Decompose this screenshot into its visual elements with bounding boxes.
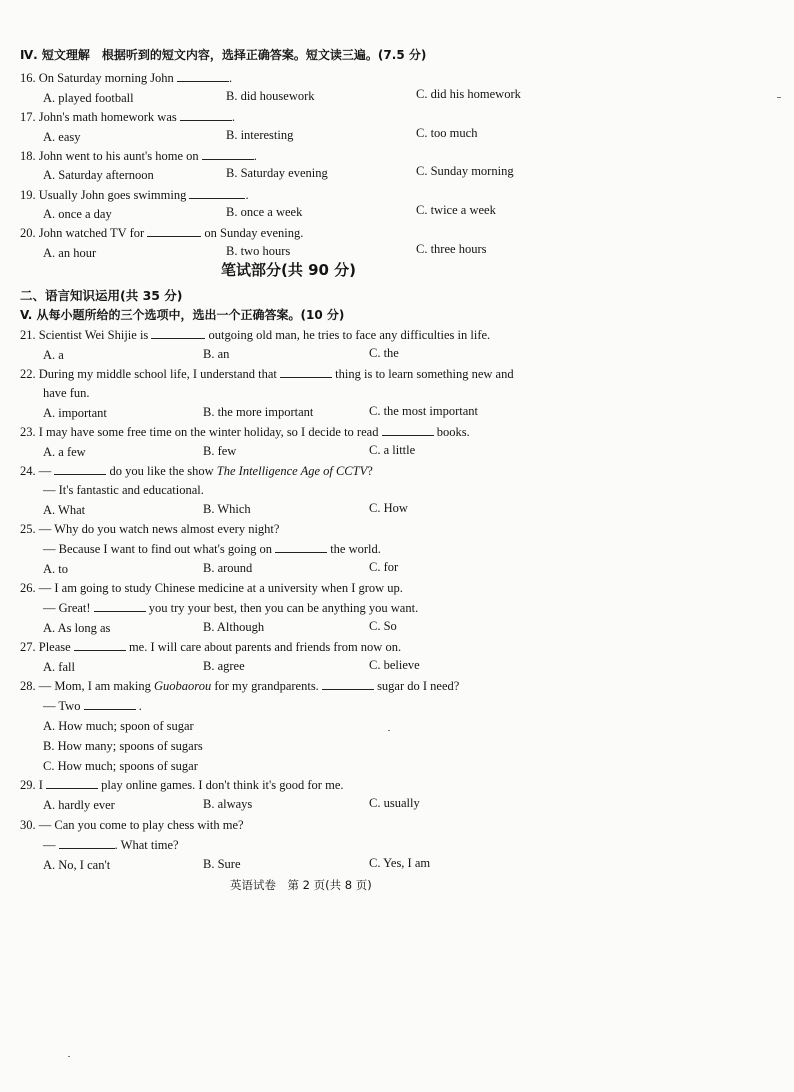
q17-option-a[interactable]: A. easy [43,130,81,144]
q28-option-b[interactable]: B. How many; spoons of sugars [43,739,203,753]
q19-option-a[interactable]: A. once a day [43,207,112,221]
q17-option-c[interactable]: C. too much [416,126,478,140]
question-28: 28. — Mom, I am making Guobaorou for my grandparents. sugar do I need? [20,679,460,693]
section-4-title: Ⅳ. 短文理解 根据听到的短文内容，选择正确答案。短文读三遍。(7.5 分) [20,48,427,62]
q26-option-a[interactable]: A. As long as [43,621,111,635]
q21-option-a[interactable]: A. a [43,348,64,362]
q20-option-a[interactable]: A. an hour [43,246,97,260]
question-23: 23. I may have some free time on the winter holiday, so I decide to read books. [20,425,470,439]
q23-option-c[interactable]: C. a little [369,443,416,457]
question-26-reply: — Great! you try your best, then you can be anything you want. [43,601,419,615]
part-2-title: 二、语言知识运用(共 35 分) [20,288,183,303]
q29-option-a[interactable]: A. hardly ever [43,798,115,812]
q28-option-c[interactable]: C. How much; spoons of sugar [43,759,198,773]
q26-option-c[interactable]: C. So [369,619,397,633]
question-21: 21. Scientist Wei Shijie is outgoing old man, he tries to face any difficulties in life. [20,328,491,342]
question-24: 24. — do you like the show The Intelligence Age of CCTV? [20,464,373,478]
q16-option-c[interactable]: C. did his homework [416,87,521,101]
q23-option-a[interactable]: A. a few [43,445,86,459]
question-27: 27. Please me. I will care about parents and friends from now on. [20,640,402,654]
q21-option-b[interactable]: B. an [203,347,230,361]
question-28-reply: — Two . [43,699,142,713]
q28-option-a[interactable]: A. How much; spoon of sugar [43,719,194,733]
question-22-continued: have fun. [43,386,90,400]
section-5-title: V. 从每小题所给的三个选项中，选出一个正确答案。(10 分) [20,308,345,322]
question-29: 29. I play online games. I don't think it's good for me. [20,778,344,792]
q22-option-c[interactable]: C. the most important [369,404,479,418]
q29-option-c[interactable]: C. usually [369,796,420,810]
question-25: 25. — Why do you watch news almost every night? [20,522,280,536]
q23-option-b[interactable]: B. few [203,444,237,458]
q25-option-b[interactable]: B. around [203,561,253,575]
scan-speck [777,97,781,98]
question-17: 17. John's math homework was . [20,110,236,124]
q16-option-a[interactable]: A. played football [43,91,134,105]
q24-option-a[interactable]: A. What [43,503,86,517]
q17-option-b[interactable]: B. interesting [226,128,294,142]
q19-option-b[interactable]: B. once a week [226,205,303,219]
q25-option-a[interactable]: A. to [43,562,68,576]
scan-speck [388,730,390,731]
q26-option-b[interactable]: B. Although [203,620,265,634]
q25-option-c[interactable]: C. for [369,560,399,574]
question-22: 22. During my middle school life, I understand that thing is to learn something new and [20,367,514,381]
q29-option-b[interactable]: B. always [203,797,253,811]
question-24-answer: — It's fantastic and educational. [43,483,204,497]
q27-option-b[interactable]: B. agree [203,659,245,673]
q30-option-a[interactable]: A. No, I can't [43,858,111,872]
question-18: 18. John went to his aunt's home on . [20,149,257,163]
q18-option-c[interactable]: C. Sunday morning [416,164,514,178]
question-20: 20. John watched TV for on Sunday evening. [20,226,304,240]
scan-speck [68,1056,70,1057]
question-30-reply: — . What time? [43,838,179,852]
q21-option-c[interactable]: C. the [369,346,399,360]
q30-option-b[interactable]: B. Sure [203,857,241,871]
question-26: 26. — I am going to study Chinese medicine at a university when I grow up. [20,581,403,595]
q20-option-c[interactable]: C. three hours [416,242,487,256]
q20-option-b[interactable]: B. two hours [226,244,291,258]
written-part-title: 笔试部分(共 90 分) [221,261,357,279]
q22-option-a[interactable]: A. important [43,406,107,420]
page-footer: 英语试卷 第 2 页(共 8 页) [230,878,372,892]
q27-option-a[interactable]: A. fall [43,660,75,674]
q16-option-b[interactable]: B. did housework [226,89,315,103]
q24-option-b[interactable]: B. Which [203,502,251,516]
q18-option-a[interactable]: A. Saturday afternoon [43,168,154,182]
q19-option-c[interactable]: C. twice a week [416,203,496,217]
q30-option-c[interactable]: C. Yes, I am [369,856,431,870]
question-25-reply: — Because I want to find out what's going on the world. [43,542,381,556]
q24-option-c[interactable]: C. How [369,501,408,515]
question-16: 16. On Saturday morning John . [20,71,233,85]
q22-option-b[interactable]: B. the more important [203,405,314,419]
q18-option-b[interactable]: B. Saturday evening [226,166,328,180]
question-30: 30. — Can you come to play chess with me? [20,818,244,832]
q27-option-c[interactable]: C. believe [369,658,420,672]
question-19: 19. Usually John goes swimming . [20,188,249,202]
